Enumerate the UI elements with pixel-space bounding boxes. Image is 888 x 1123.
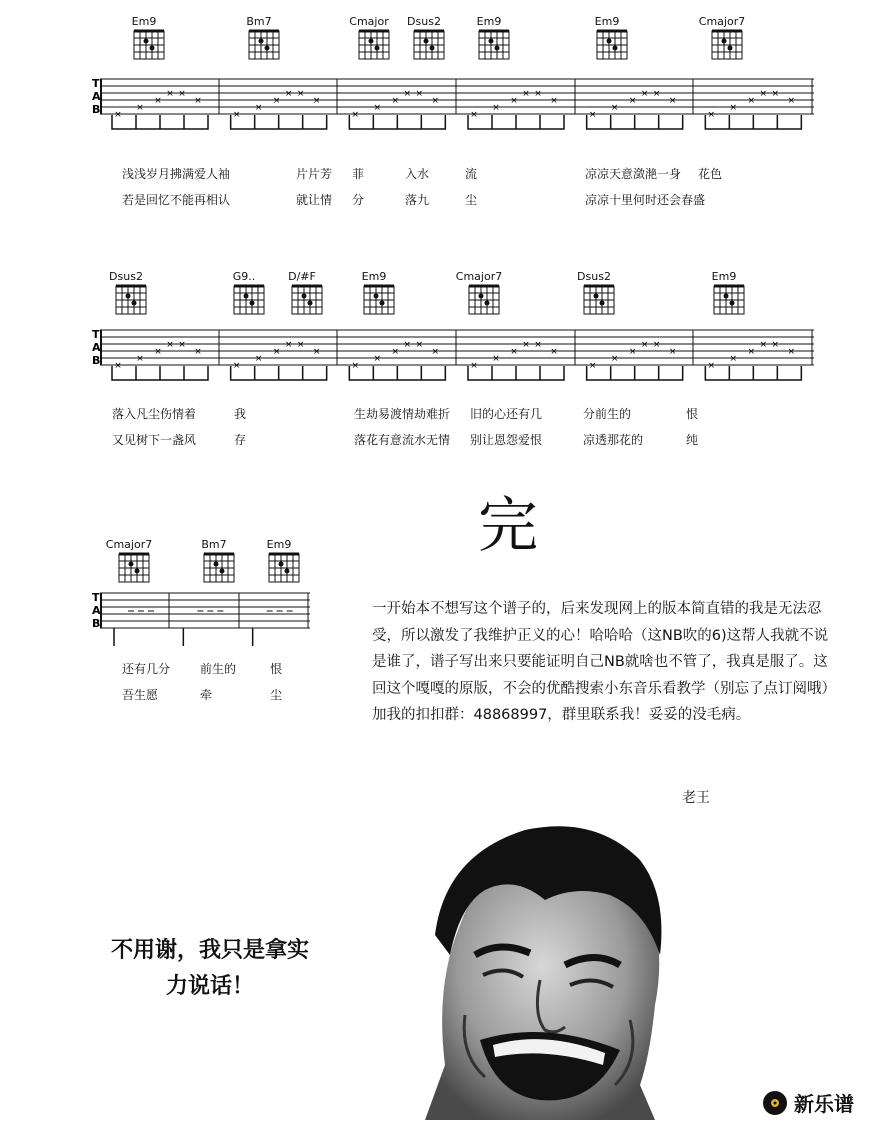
- svg-text:×: ×: [492, 354, 500, 364]
- svg-text:×: ×: [652, 89, 661, 99]
- svg-text:×: ×: [431, 347, 440, 357]
- svg-text:×: ×: [166, 340, 174, 350]
- svg-text:×: ×: [522, 340, 530, 350]
- chord-diagram: [467, 284, 501, 316]
- svg-text:×: ×: [178, 340, 186, 350]
- svg-text:×: ×: [771, 340, 780, 350]
- lyric-text: 生劫易渡情劫难折: [354, 407, 451, 421]
- author-note: 一开始本不想写这个谱子的，后来发现网上的版本简直错的我是无法忍受，所以激发了我维护正义的心！哈哈哈（这NB吹的6)这帮人我就不说是谁了，谱子写出来只要能证明自己NB就啥也不管了，我真是服了。这回这个嘎嘎的原版，不会的优酷搜索小东音乐看教学（别忘了点订阅哦）加我的扣扣群：48868997，群里联系我！妥妥的没毛病。: [372, 601, 836, 723]
- chord-diagram: [132, 29, 166, 61]
- svg-text:×: ×: [640, 89, 649, 99]
- svg-text:×: ×: [296, 340, 305, 350]
- svg-text:×: ×: [628, 96, 637, 106]
- end-mark: 完: [478, 491, 538, 561]
- svg-text:×: ×: [415, 340, 424, 350]
- svg-text:T: T: [92, 77, 100, 90]
- chord-name: Em9: [361, 270, 387, 283]
- lyric-text: 旧的心还有几: [470, 407, 543, 421]
- svg-text:×: ×: [470, 361, 478, 371]
- tab-row-1: [92, 15, 814, 215]
- svg-text:×: ×: [534, 340, 542, 350]
- lyric-text: 凉凉天意潋滟一身: [585, 167, 682, 181]
- svg-text:×: ×: [194, 347, 202, 357]
- svg-text:×: ×: [534, 89, 542, 99]
- lyric-text: 尘: [465, 193, 478, 207]
- svg-text:×: ×: [510, 96, 518, 106]
- tab-staff: [92, 328, 814, 388]
- chord-name: Em9: [266, 538, 292, 551]
- svg-text:×: ×: [759, 340, 768, 350]
- svg-text:×: ×: [154, 347, 162, 357]
- svg-text:×: ×: [470, 110, 478, 120]
- lyric-text: 又见树下一盏风: [112, 433, 197, 447]
- chord-name: Dsus2: [109, 270, 143, 283]
- svg-text:×: ×: [668, 347, 677, 357]
- svg-text:×: ×: [312, 96, 321, 106]
- svg-text:×: ×: [588, 110, 597, 120]
- chord-name: D/#F: [288, 270, 316, 283]
- svg-text:×: ×: [787, 96, 796, 106]
- chord-name: Cmajor7: [698, 15, 746, 28]
- svg-text:B: B: [92, 103, 101, 116]
- signature: 老王: [682, 790, 710, 806]
- svg-text:×: ×: [729, 354, 738, 364]
- svg-text:×: ×: [550, 347, 558, 357]
- svg-text:×: ×: [403, 340, 412, 350]
- svg-text:×: ×: [707, 110, 716, 120]
- meme-caption-line1: 不用谢，我只是拿实: [110, 937, 309, 963]
- svg-text:×: ×: [610, 354, 619, 364]
- svg-text:×: ×: [272, 96, 281, 106]
- tab-staff: [92, 591, 310, 651]
- svg-text:×: ×: [373, 354, 382, 364]
- svg-text:×: ×: [136, 103, 144, 113]
- svg-text:T: T: [92, 328, 100, 341]
- lyric-text: 吾生愿: [122, 688, 159, 702]
- lyric-text: 就让情: [296, 193, 333, 207]
- svg-text:×: ×: [729, 103, 738, 113]
- chord-diagram: [582, 284, 616, 316]
- svg-text:×: ×: [610, 103, 619, 113]
- lyric-text: 纯: [686, 433, 699, 447]
- site-logo: [762, 1088, 854, 1117]
- svg-text:×: ×: [373, 103, 382, 113]
- svg-text:×: ×: [351, 110, 360, 120]
- svg-text:×: ×: [166, 89, 174, 99]
- chord-diagram: [477, 29, 511, 61]
- lyric-text: 若是回忆不能再相认: [122, 193, 231, 207]
- lyric-text: 别让恩怨爱恨: [470, 433, 543, 447]
- svg-text:A: A: [92, 341, 101, 354]
- svg-text:×: ×: [787, 347, 796, 357]
- logo-text: 新乐谱: [794, 1092, 854, 1116]
- svg-text:×: ×: [284, 89, 293, 99]
- meme-caption-line2: 力说话！: [165, 973, 254, 999]
- lyric-text: 分前生的: [583, 407, 632, 421]
- chord-diagram: [710, 29, 744, 61]
- svg-text:×: ×: [747, 347, 756, 357]
- svg-text:×: ×: [254, 354, 263, 364]
- lyric-text: 入水: [405, 167, 430, 181]
- chord-diagram: [595, 29, 629, 61]
- vinyl-record-icon: [762, 1090, 788, 1116]
- lyric-text: 分: [352, 193, 365, 207]
- svg-text:×: ×: [312, 347, 321, 357]
- chord-diagram: [114, 284, 148, 316]
- chord-name: G9..: [232, 270, 256, 283]
- svg-text:B: B: [92, 354, 101, 367]
- svg-text:×: ×: [114, 361, 122, 371]
- chord-diagram: [247, 29, 281, 61]
- svg-text:T: T: [92, 591, 100, 604]
- svg-text:×: ×: [652, 340, 661, 350]
- svg-text:×: ×: [522, 89, 530, 99]
- svg-text:×: ×: [232, 361, 241, 371]
- svg-text:×: ×: [272, 347, 281, 357]
- lyric-text: 恨: [270, 662, 283, 676]
- svg-text:×: ×: [747, 96, 756, 106]
- svg-text:×: ×: [588, 361, 597, 371]
- lyric-text: 我: [234, 407, 247, 421]
- lyric-text: 尘: [270, 688, 283, 702]
- lyric-text: 落九: [405, 193, 430, 207]
- chord-name: Dsus2: [577, 270, 611, 283]
- chord-diagram: [412, 29, 446, 61]
- svg-text:×: ×: [510, 347, 518, 357]
- meme-face-image: [405, 815, 675, 1120]
- svg-text:×: ×: [628, 347, 637, 357]
- chord-diagram: [362, 284, 396, 316]
- svg-text:×: ×: [415, 89, 424, 99]
- chord-name: Em9: [476, 15, 502, 28]
- chord-diagram: [290, 284, 324, 316]
- svg-text:×: ×: [232, 110, 241, 120]
- chord-name: Cmajor: [349, 15, 389, 28]
- lyric-text: 还有几分: [122, 662, 171, 676]
- lyric-text: 恨: [686, 407, 699, 421]
- chord-name: Bm7: [246, 15, 272, 28]
- svg-text:×: ×: [391, 347, 400, 357]
- svg-text:A: A: [92, 604, 101, 617]
- lyric-text: 菲: [352, 167, 365, 181]
- chord-diagram: [117, 552, 151, 584]
- lyric-text: 存: [234, 433, 247, 447]
- chord-name: Em9: [711, 270, 737, 283]
- chord-name: Dsus2: [407, 15, 441, 28]
- svg-text:B: B: [92, 617, 101, 630]
- lyric-text: 牵: [200, 688, 213, 702]
- tab-row-3: [92, 538, 320, 708]
- lyric-text: 凉凉十里何时还会春盛: [585, 193, 706, 207]
- svg-text:×: ×: [154, 96, 162, 106]
- svg-text:×: ×: [136, 354, 144, 364]
- chord-diagram: [267, 552, 301, 584]
- tab-staff: [92, 77, 814, 137]
- svg-text:A: A: [92, 90, 101, 103]
- svg-text:×: ×: [668, 96, 677, 106]
- lyric-text: 片片芳: [296, 167, 333, 181]
- svg-text:×: ×: [178, 89, 186, 99]
- chord-name: Cmajor7: [105, 538, 153, 551]
- chord-name: Cmajor7: [455, 270, 503, 283]
- svg-text:×: ×: [492, 103, 500, 113]
- lyric-text: 落花有意流水无情: [354, 433, 451, 447]
- svg-text:×: ×: [391, 96, 400, 106]
- svg-text:×: ×: [351, 361, 360, 371]
- svg-text:×: ×: [771, 89, 780, 99]
- lyric-text: 花色: [698, 167, 723, 181]
- svg-text:×: ×: [296, 89, 305, 99]
- svg-text:×: ×: [114, 110, 122, 120]
- chord-diagram: [232, 284, 266, 316]
- chord-diagram: [712, 284, 746, 316]
- svg-text:×: ×: [403, 89, 412, 99]
- svg-text:×: ×: [431, 96, 440, 106]
- chord-name: Em9: [131, 15, 157, 28]
- svg-text:×: ×: [194, 96, 202, 106]
- svg-text:×: ×: [759, 89, 768, 99]
- chord-diagram: [357, 29, 391, 61]
- svg-text:×: ×: [707, 361, 716, 371]
- lyric-text: 浅浅岁月拂满爱人袖: [122, 167, 231, 181]
- lyric-text: 凉透那花的: [583, 433, 644, 447]
- svg-text:×: ×: [284, 340, 293, 350]
- meme-caption: [65, 932, 355, 1004]
- lyric-text: 前生的: [200, 662, 237, 676]
- chord-name: Em9: [594, 15, 620, 28]
- svg-text:×: ×: [550, 96, 558, 106]
- lyric-text: 流: [465, 167, 478, 181]
- svg-text:×: ×: [640, 340, 649, 350]
- lyric-text: 落入凡尘伤情着: [112, 407, 197, 421]
- chord-name: Bm7: [201, 538, 227, 551]
- svg-text:×: ×: [254, 103, 263, 113]
- chord-diagram: [202, 552, 236, 584]
- tab-row-2: [92, 270, 814, 450]
